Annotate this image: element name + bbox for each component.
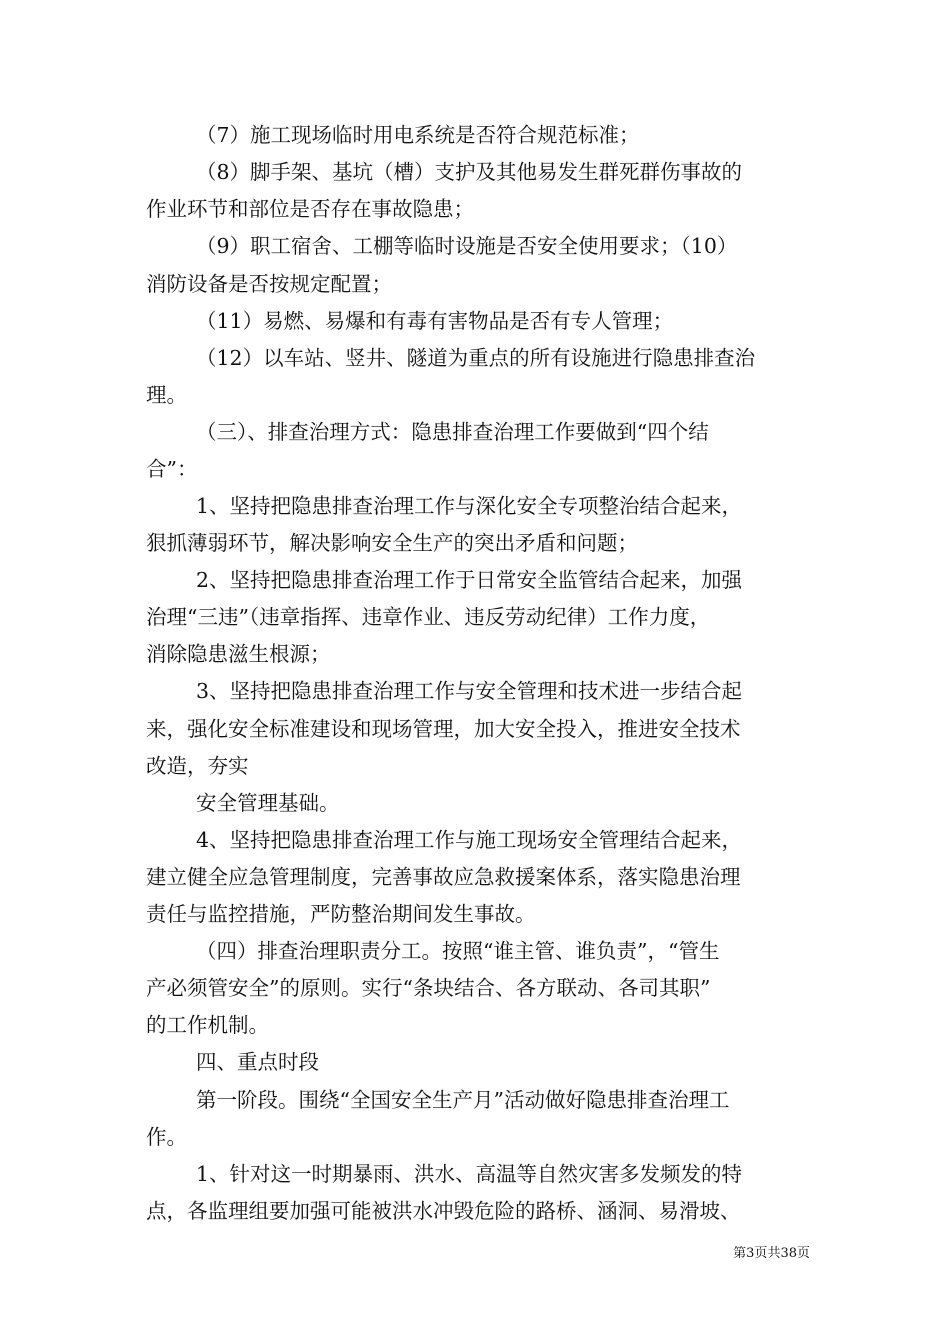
text-line: 四、重点时段 (196, 1050, 319, 1074)
text-line: 2、坚持把隐患排查治理工作于日常安全监管结合起来，加强 (196, 568, 743, 592)
text-line: （11）易燃、易爆和有毒有害物品是否有专人管理； (196, 309, 674, 333)
text-line: 点，各监理组要加强可能被洪水冲毁危险的路桥、涵洞、易滑坡、 (146, 1199, 741, 1223)
text-line: 产必须管安全”的原则。实行“条块结合、各方联动、各司其职” (146, 976, 711, 1000)
text-line: 来，强化安全标准建设和现场管理，加大安全投入，推进安全技术 (146, 717, 741, 741)
text-line: 合”： (146, 457, 198, 481)
text-line: （四）排查治理职责分工。按照“谁主管、谁负责”，“管生 (196, 939, 720, 963)
text-line: 消除隐患滋生根源； (146, 642, 331, 666)
text-line: （三）、排查治理方式：隐患排查治理工作要做到“四个结 (196, 420, 709, 444)
text-line: 安全管理基础。 (196, 791, 340, 815)
text-line: （7）施工现场临时用电系统是否符合规范标准； (196, 123, 640, 147)
text-line: （8）脚手架、基坑（槽）支护及其他易发生群死群伤事故的 (196, 160, 743, 184)
text-line: 责任与监控措施，严防整治期间发生事故。 (146, 902, 536, 926)
text-line: 作业环节和部位是否存在事故隐患； (146, 197, 474, 221)
text-line: 的工作机制。 (146, 1013, 269, 1037)
text-line: （9）职工宿舍、工棚等临时设施是否安全使用要求；（10） (196, 234, 738, 258)
text-line: 1、针对这一时期暴雨、洪水、高温等自然灾害多发频发的特 (196, 1162, 743, 1186)
text-line: 1、坚持把隐患排查治理工作与深化安全专项整治结合起来， (196, 494, 743, 518)
text-line: 理。 (146, 383, 187, 407)
text-line: 消防设备是否按规定配置； (146, 272, 392, 296)
text-line: 第一阶段。围绕“全国安全生产月”活动做好隐患排查治理工 (196, 1088, 730, 1112)
text-line: 狠抓薄弱环节，解决影响安全生产的突出矛盾和问题； (146, 531, 638, 555)
text-line: 作。 (146, 1125, 187, 1149)
text-line: 建立健全应急管理制度，完善事故应急救援案体系，落实隐患治理 (146, 865, 741, 889)
text-line: 4、坚持把隐患排查治理工作与施工现场安全管理结合起来， (196, 828, 743, 852)
page-number: 第3页共38页 (733, 1246, 810, 1261)
text-line: 3、坚持把隐患排查治理工作与安全管理和技术进一步结合起 (196, 679, 743, 703)
text-line: 改造，夯实 (146, 754, 249, 778)
text-line: 治理“三违”（违章指挥、违章作业、违反劳动纪律）工作力度， (146, 605, 711, 629)
text-line: （12）以车站、竖井、隧道为重点的所有设施进行隐患排查治 (196, 346, 756, 370)
